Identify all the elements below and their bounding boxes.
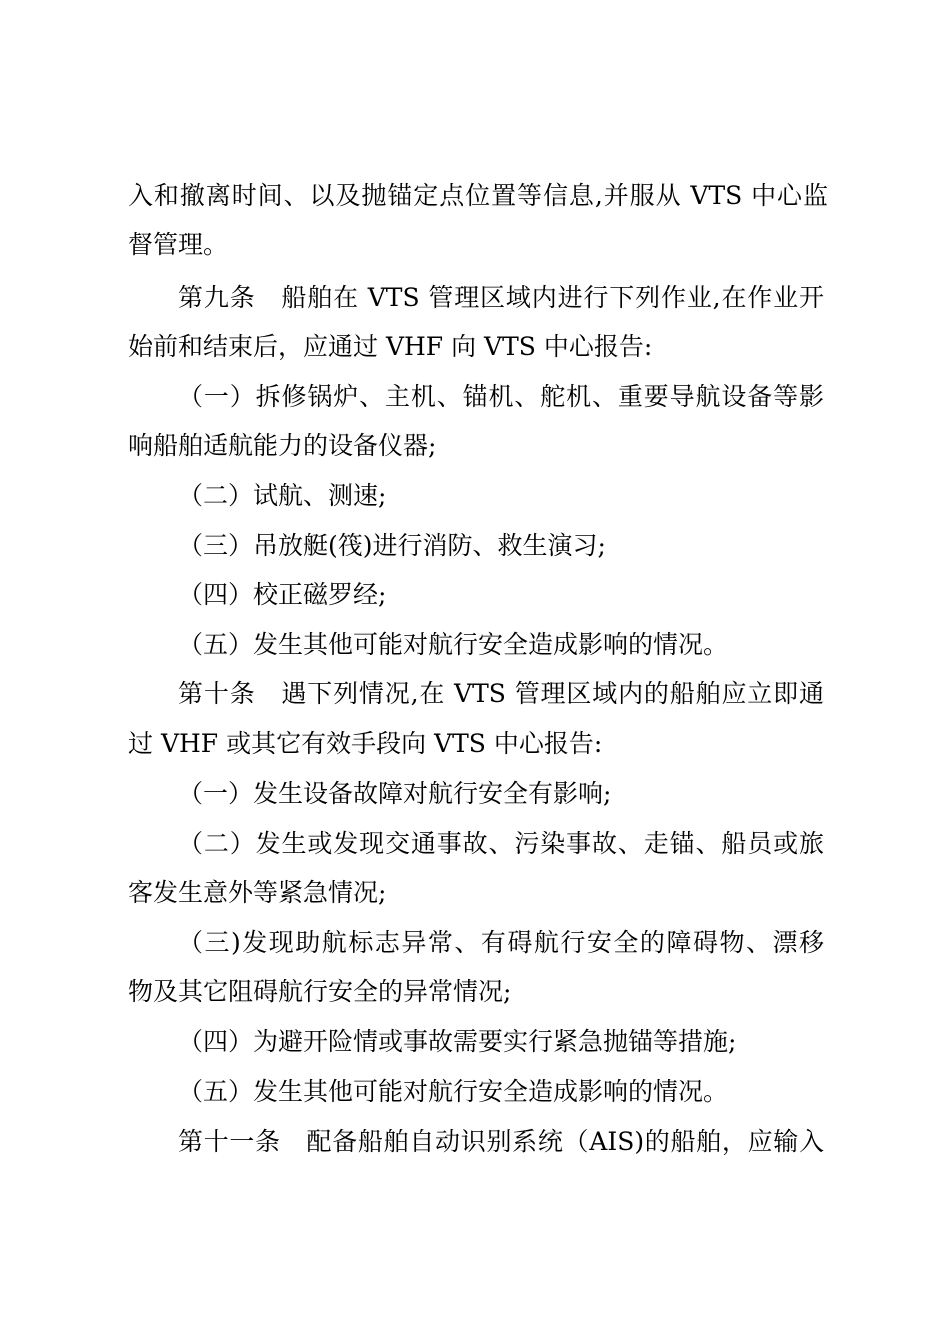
article-10-heading-line: 第十条 遇下列情况,在 VTS 管理区域内的船舶应立即通 <box>178 679 824 708</box>
list-item: （五）发生其他可能对航行安全造成影响的情况。 <box>178 1077 729 1106</box>
text-line: 物及其它阻碍航行安全的异常情况; <box>128 977 512 1006</box>
text-line: 过 VHF 或其它有效手段向 VTS 中心报告: <box>128 729 603 758</box>
list-item: （五）发生其他可能对航行安全造成影响的情况。 <box>178 630 729 659</box>
article-9-heading-line: 第九条 船舶在 VTS 管理区域内进行下列作业,在作业开 <box>178 283 824 312</box>
list-item: （四）校正磁罗经; <box>178 580 387 609</box>
text-line: 响船舶适航能力的设备仪器; <box>128 431 437 460</box>
text-line: 督管理。 <box>128 230 229 259</box>
text-line: 入和撤离时间、以及抛锚定点位置等信息,并服从 VTS 中心监 <box>128 181 828 210</box>
text-line: 始前和结束后，应通过 VHF 向 VTS 中心报告: <box>128 332 653 361</box>
list-item: （三）吊放艇(筏)进行消防、救生演习; <box>178 531 606 560</box>
text-line: 客发生意外等紧急情况; <box>128 878 387 907</box>
list-item: （一）拆修锅炉、主机、锚机、舵机、重要导航设备等影 <box>178 382 824 411</box>
article-11-heading-line: 第十一条 配备船舶自动识别系统（AIS)的船舶，应输入 <box>178 1127 824 1156</box>
list-item: （二）试航、测速; <box>178 481 387 510</box>
list-item: （二）发生或发现交通事故、污染事故、走锚、船员或旅 <box>178 829 824 858</box>
list-item: （四）为避开险情或事故需要实行紧急抛锚等措施; <box>178 1027 737 1056</box>
list-item: （三)发现助航标志异常、有碍航行安全的障碍物、漂移 <box>178 928 824 957</box>
list-item: （一）发生设备故障对航行安全有影响; <box>178 779 612 808</box>
